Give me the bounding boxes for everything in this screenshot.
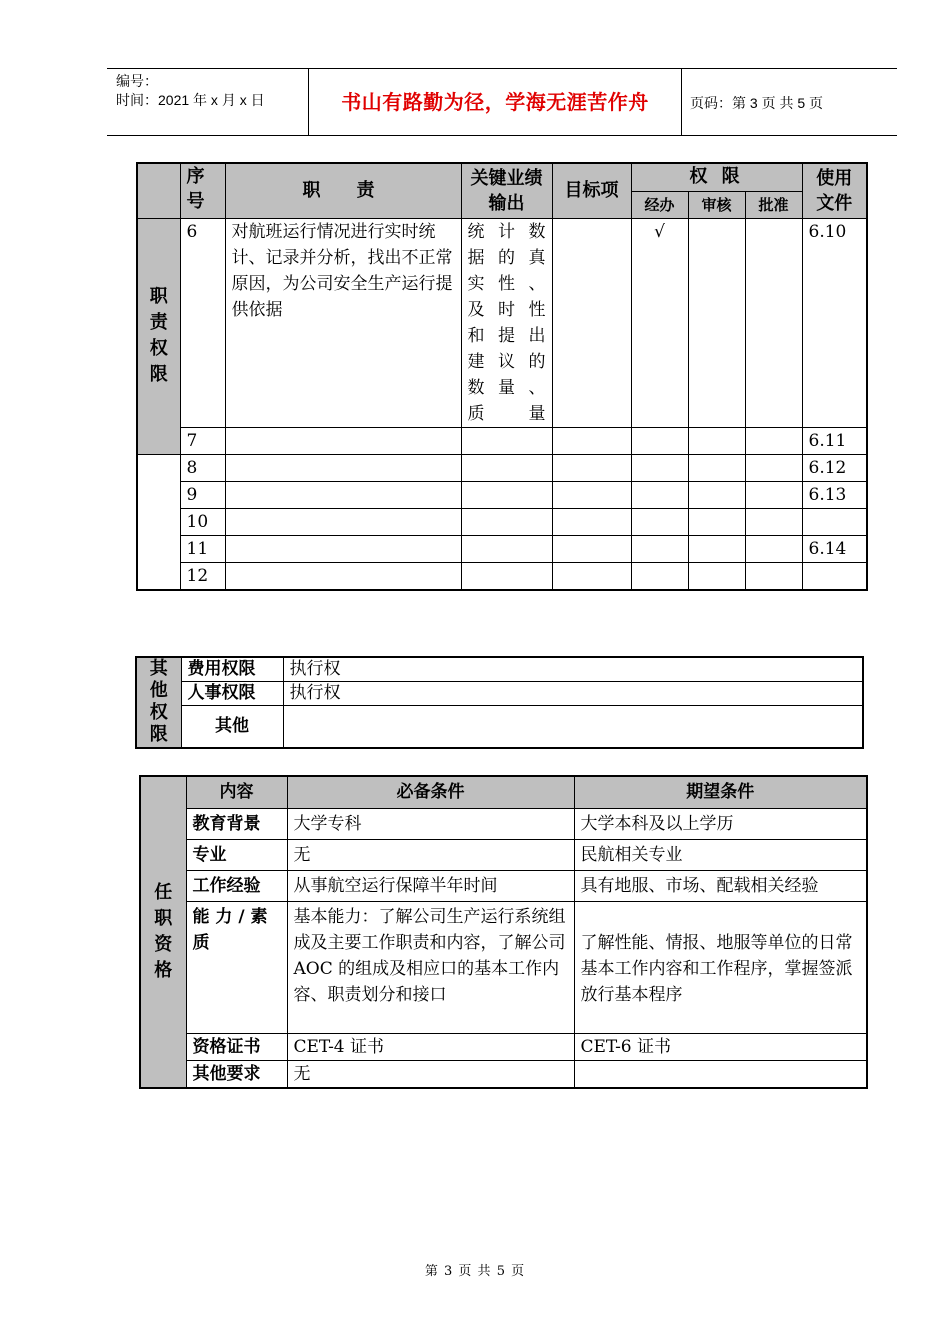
row-review bbox=[688, 535, 745, 562]
table-row bbox=[137, 508, 867, 535]
row-duty: 对航班运行情况进行实时统计、记录并分析，找出不正常原因，为公司安全生产运行提供依据 bbox=[225, 218, 461, 427]
row-review bbox=[688, 481, 745, 508]
qualifications-table bbox=[139, 775, 868, 1089]
row-handle bbox=[631, 535, 688, 562]
col-duty-header bbox=[225, 163, 461, 218]
table-row bbox=[140, 1060, 867, 1088]
row-seq: 6 bbox=[180, 218, 225, 427]
col-authority-header: 权 限 bbox=[631, 163, 802, 191]
fee-rights-value: 执行权 bbox=[283, 657, 863, 682]
fee-rights-label: 费用权限 bbox=[181, 657, 283, 682]
row-seq: 7 bbox=[180, 427, 225, 454]
row-handle bbox=[631, 562, 688, 590]
table-row bbox=[140, 808, 867, 839]
row-approve bbox=[745, 218, 802, 427]
table-row bbox=[137, 481, 867, 508]
header-divider-right bbox=[681, 68, 682, 135]
col-review-header: 审核 bbox=[688, 191, 745, 218]
header-motto: 书山有路勤为径，学海无涯苦作舟 bbox=[341, 90, 649, 114]
col-duty-label: 职 责 bbox=[302, 179, 384, 201]
other-rights-section-label: 其他权限 bbox=[136, 657, 181, 748]
row-approve bbox=[745, 454, 802, 481]
row-target bbox=[552, 535, 631, 562]
row-seq: 8 bbox=[180, 454, 225, 481]
row-review bbox=[688, 562, 745, 590]
row-handle bbox=[631, 508, 688, 535]
qual-expected: CET-6 证书 bbox=[574, 1033, 867, 1060]
row-duty bbox=[225, 481, 461, 508]
qual-expected: 了解性能、情报、地服等单位的日常基本工作内容和工作程序，掌握签派放行基本程序 bbox=[574, 901, 867, 1033]
other-value bbox=[283, 706, 863, 748]
qual-expected: 具有地服、市场、配载相关经验 bbox=[574, 870, 867, 901]
row-docs: 6.10 bbox=[802, 218, 867, 427]
row-review bbox=[688, 218, 745, 427]
row-docs bbox=[802, 508, 867, 535]
qual-expected: 大学本科及以上学历 bbox=[574, 808, 867, 839]
col-output-header: 关键业绩输出 bbox=[461, 163, 552, 218]
row-output bbox=[461, 562, 552, 590]
row-duty bbox=[225, 508, 461, 535]
row-output: 统 计 数 据 的 真 实 性 、及 时 性 和 提 出 建 议 的 数 量 、质量 bbox=[461, 218, 552, 427]
row-target bbox=[552, 481, 631, 508]
row-seq: 12 bbox=[180, 562, 225, 590]
table-row bbox=[140, 901, 867, 1033]
time-label: 时间：2021 年 x 月 x 日 bbox=[116, 92, 265, 108]
row-duty bbox=[225, 535, 461, 562]
row-output bbox=[461, 535, 552, 562]
row-seq: 9 bbox=[180, 481, 225, 508]
row-duty bbox=[225, 454, 461, 481]
header-top-rule bbox=[107, 68, 897, 69]
col-handle-header: 经办 bbox=[631, 191, 688, 218]
col-approve-header: 批准 bbox=[745, 191, 802, 218]
other-label: 其他 bbox=[181, 706, 283, 748]
qual-required: CET-4 证书 bbox=[287, 1033, 574, 1060]
qual-label: 教育背景 bbox=[186, 808, 287, 839]
row-approve bbox=[745, 427, 802, 454]
table-row bbox=[140, 870, 867, 901]
header-meta bbox=[116, 72, 265, 110]
code-label: 编号： bbox=[116, 73, 158, 89]
row-seq: 11 bbox=[180, 535, 225, 562]
footer-page-number: 第 3 页 共 5 页 bbox=[424, 1264, 526, 1279]
qualifications-section-label: 任职资格 bbox=[140, 776, 186, 1088]
header-page-label: 页码：第 3 页 共 5 页 bbox=[690, 95, 824, 111]
table-row bbox=[137, 218, 867, 427]
qual-required: 无 bbox=[287, 1060, 574, 1088]
duties-table bbox=[136, 162, 868, 591]
row-docs: 6.11 bbox=[802, 427, 867, 454]
table-row bbox=[140, 839, 867, 870]
row-approve bbox=[745, 535, 802, 562]
qual-required: 基本能力：了解公司生产运行系统组成及主要工作职责和内容，了解公司 AOC 的组成及相应口的基本工作内容、职责划分和接口 bbox=[287, 901, 574, 1033]
col-content-header: 内容 bbox=[186, 776, 287, 808]
col-docs-header: 使用文件 bbox=[802, 163, 867, 218]
row-target bbox=[552, 427, 631, 454]
row-handle bbox=[631, 427, 688, 454]
row-docs: 6.12 bbox=[802, 454, 867, 481]
row-output bbox=[461, 481, 552, 508]
header-divider-left bbox=[308, 68, 309, 135]
row-approve bbox=[745, 481, 802, 508]
row-handle bbox=[631, 454, 688, 481]
hr-rights-label: 人事权限 bbox=[181, 682, 283, 706]
table-row bbox=[137, 454, 867, 481]
table-row bbox=[137, 562, 867, 590]
hr-rights-value: 执行权 bbox=[283, 682, 863, 706]
table-row bbox=[137, 427, 867, 454]
row-target bbox=[552, 508, 631, 535]
row-approve bbox=[745, 508, 802, 535]
qual-required: 无 bbox=[287, 839, 574, 870]
duties-section-blank bbox=[137, 454, 180, 590]
row-review bbox=[688, 508, 745, 535]
qual-label: 能 力 / 素质 bbox=[186, 901, 287, 1033]
qual-expected bbox=[574, 1060, 867, 1088]
row-docs bbox=[802, 562, 867, 590]
row-seq: 10 bbox=[180, 508, 225, 535]
duties-section-label: 职责权限 bbox=[137, 218, 180, 454]
header-bottom-rule bbox=[107, 135, 897, 136]
col-target-header: 目标项 bbox=[552, 163, 631, 218]
row-target bbox=[552, 562, 631, 590]
other-rights-table bbox=[135, 656, 864, 749]
row-duty bbox=[225, 427, 461, 454]
row-docs: 6.13 bbox=[802, 481, 867, 508]
row-approve bbox=[745, 562, 802, 590]
qual-required: 大学专科 bbox=[287, 808, 574, 839]
row-handle-check: √ bbox=[631, 218, 688, 427]
row-output bbox=[461, 454, 552, 481]
row-output bbox=[461, 508, 552, 535]
qual-label: 专业 bbox=[186, 839, 287, 870]
qual-required: 从事航空运行保障半年时间 bbox=[287, 870, 574, 901]
row-duty bbox=[225, 562, 461, 590]
qual-label: 其他要求 bbox=[186, 1060, 287, 1088]
table-row bbox=[137, 535, 867, 562]
qual-label: 工作经验 bbox=[186, 870, 287, 901]
row-target bbox=[552, 454, 631, 481]
col-required-header: 必备条件 bbox=[287, 776, 574, 808]
table-row bbox=[140, 1033, 867, 1060]
col-seq-header: 序号 bbox=[180, 163, 225, 218]
row-output bbox=[461, 427, 552, 454]
row-review bbox=[688, 427, 745, 454]
row-handle bbox=[631, 481, 688, 508]
col-expected-header: 期望条件 bbox=[574, 776, 867, 808]
row-docs: 6.14 bbox=[802, 535, 867, 562]
row-review bbox=[688, 454, 745, 481]
duties-corner-cell bbox=[137, 163, 180, 218]
qual-expected: 民航相关专业 bbox=[574, 839, 867, 870]
qual-label: 资格证书 bbox=[186, 1033, 287, 1060]
row-target bbox=[552, 218, 631, 427]
